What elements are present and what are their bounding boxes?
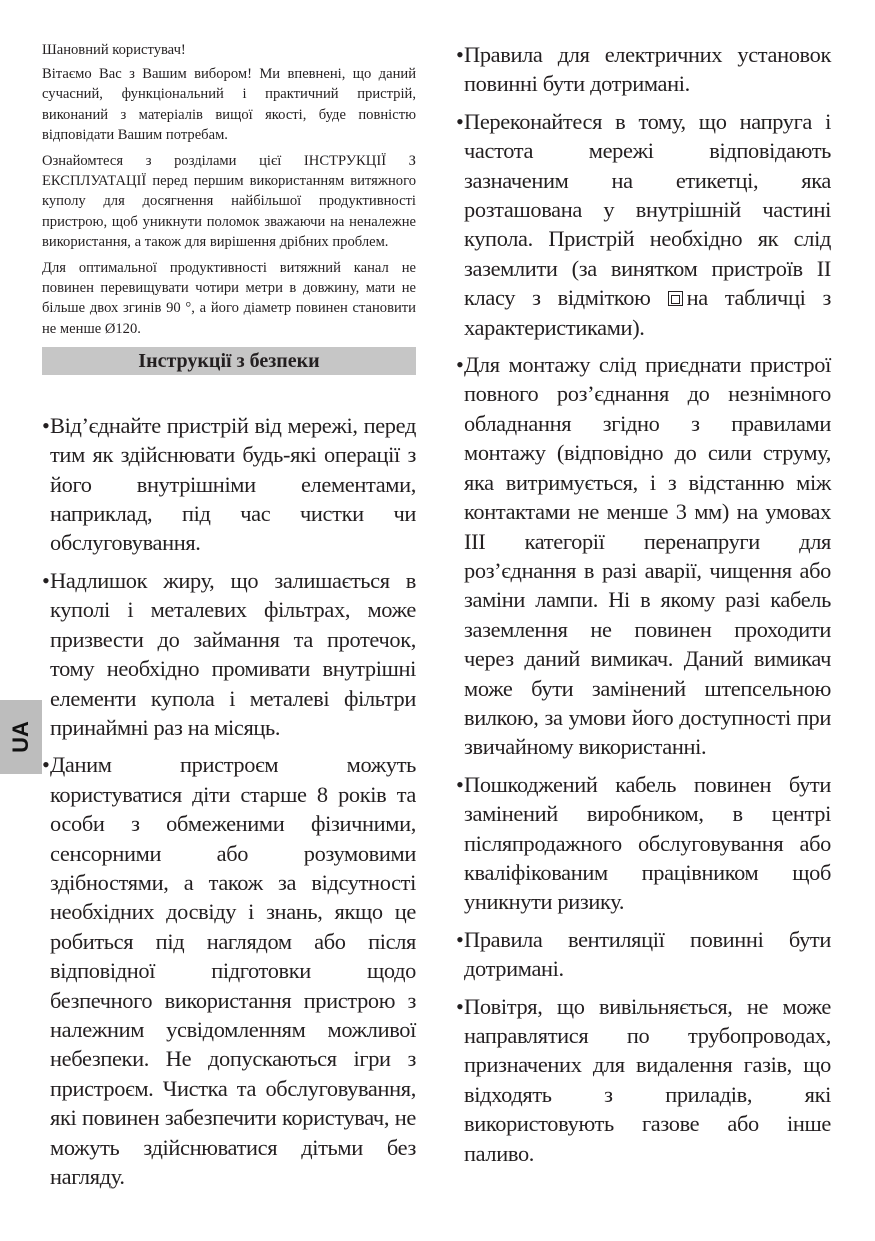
safety-item <box>456 770 831 917</box>
bullet-icon: • <box>42 412 50 438</box>
safety-item-text: Надлишок жиру, що залишається в куполі і металевих фільтрах, може призвести до займання та протечок, тому необхідно промивати внутрішні елементи купола і металеві фільтри принаймні раз на місяць. <box>50 567 416 740</box>
safety-item <box>42 566 416 742</box>
bullet-icon: • <box>456 42 464 67</box>
bullet-icon: • <box>42 567 50 593</box>
safety-item <box>456 925 831 984</box>
safety-item <box>42 411 416 558</box>
safety-item-text: Даним пристроєм можуть користуватися діти старше 8 років та особи з обмеженими фізичними, сенсорними або розумовими здібностями, а також за відсутності необхідних досвіду і знань, якщо це робиться під наглядом або після відповідної підготовки щодо безпечного використання пристрою з належним усвідомленням можливої небезпеки. Не допускаються ігри з пристроєм. Чистка та обслуговування, які повинен забезпечити користувач, не можуть здійснюватися дітьми без нагляду. <box>50 752 416 1189</box>
bullet-icon: • <box>456 771 464 797</box>
safety-item-text-tail: на табличці з характеристиками). <box>464 285 831 340</box>
safety-list-left <box>42 411 416 1192</box>
safety-item-text: Повітря, що вивільняється, не може направлятися по трубопроводах, призначених для видалення газів, що відходять з приладів, які використовують газове або інше паливо. <box>464 993 831 1166</box>
bullet-icon: • <box>456 926 464 952</box>
language-tab-label: UA <box>8 721 33 753</box>
greeting: Шановний користувач! <box>42 42 186 58</box>
intro-paragraph-welcome: Вітаємо Вас з Вашим вибором! Ми впевнені, що даний сучасний, функціональний і практичний пристрій, виконаний з матеріалів вищої якості, буде повністю відповідати Вашим потребам. <box>42 66 416 143</box>
safety-item <box>456 40 831 99</box>
safety-item-text: Пошкоджений кабель повинен бути замінений виробником, в центрі післяпродажного обслуговування або кваліфікованим працівником щоб уникнути ризику. <box>464 771 831 915</box>
bullet-icon: • <box>456 993 464 1019</box>
class-ii-double-insulation-icon <box>668 291 683 306</box>
safety-section-header: Інструкції з безпеки <box>42 347 416 375</box>
safety-item <box>456 992 831 1168</box>
safety-item-text: Правила вентиляції повинні бути дотримані. <box>464 926 831 982</box>
safety-item-text: Правила для електричних установок повинні бути дотримані. <box>464 42 831 97</box>
intro-paragraph-duct: Для оптимальної продуктивності витяжний канал не повинен перевищувати чотири метри в довжину, мати не більше двох згинів 90 °, а його діаметр повинен становити не менше Ø120. <box>42 260 416 337</box>
safety-item <box>42 750 416 1191</box>
intro-paragraph-read-manual: Ознайомтеся з розділами цієї ІНСТРУКЦІЇ З ЕКСПЛУАТАЦІЇ перед першим використанням витяжного куполу для досягнення найбільшої продуктивності пристрою, щоб уникнути поломок зважаючи на неналежне використання, а також для вирішення дрібних проблем. <box>42 153 416 250</box>
safety-item <box>456 107 831 342</box>
safety-item <box>456 350 831 762</box>
bullet-icon: • <box>42 752 50 778</box>
left-column <box>42 40 416 1199</box>
safety-item-text: Переконайтеся в тому, що напруга і частота мережі відповідають зазначеним на етикетці, яка розташована у внутрішній частині купола. Пристрій необхідно як слід заземлити (за винятком пристроїв II класу з відміткою <box>464 108 831 311</box>
right-column <box>456 40 831 1176</box>
language-tab <box>0 700 42 774</box>
safety-item-text: Від’єднайте пристрій від мережі, перед тим як здійснювати будь-які операції з його внутрішніми елементами, наприклад, під час чистки чи обслуговування. <box>50 412 416 556</box>
bullet-icon: • <box>456 108 464 134</box>
safety-item-text: Для монтажу слід приєднати пристрої повного роз’єднання до незнімного обладнання згідно з правилами монтажу (відповідно до сили струму, яка витримується, і з відстанню між контактами не менше 3 мм) на умовах III категорії перенапруги для роз’єднання в разі аварії, чищення або заміни лампи. Ні в якому разі кабель заземлення не повинен проходити через даний вимикач. Даний вимикач може бути замінений штепсельною вилкою, за умови його доступності при звичайному використанні. <box>464 352 831 760</box>
bullet-icon: • <box>456 352 464 378</box>
